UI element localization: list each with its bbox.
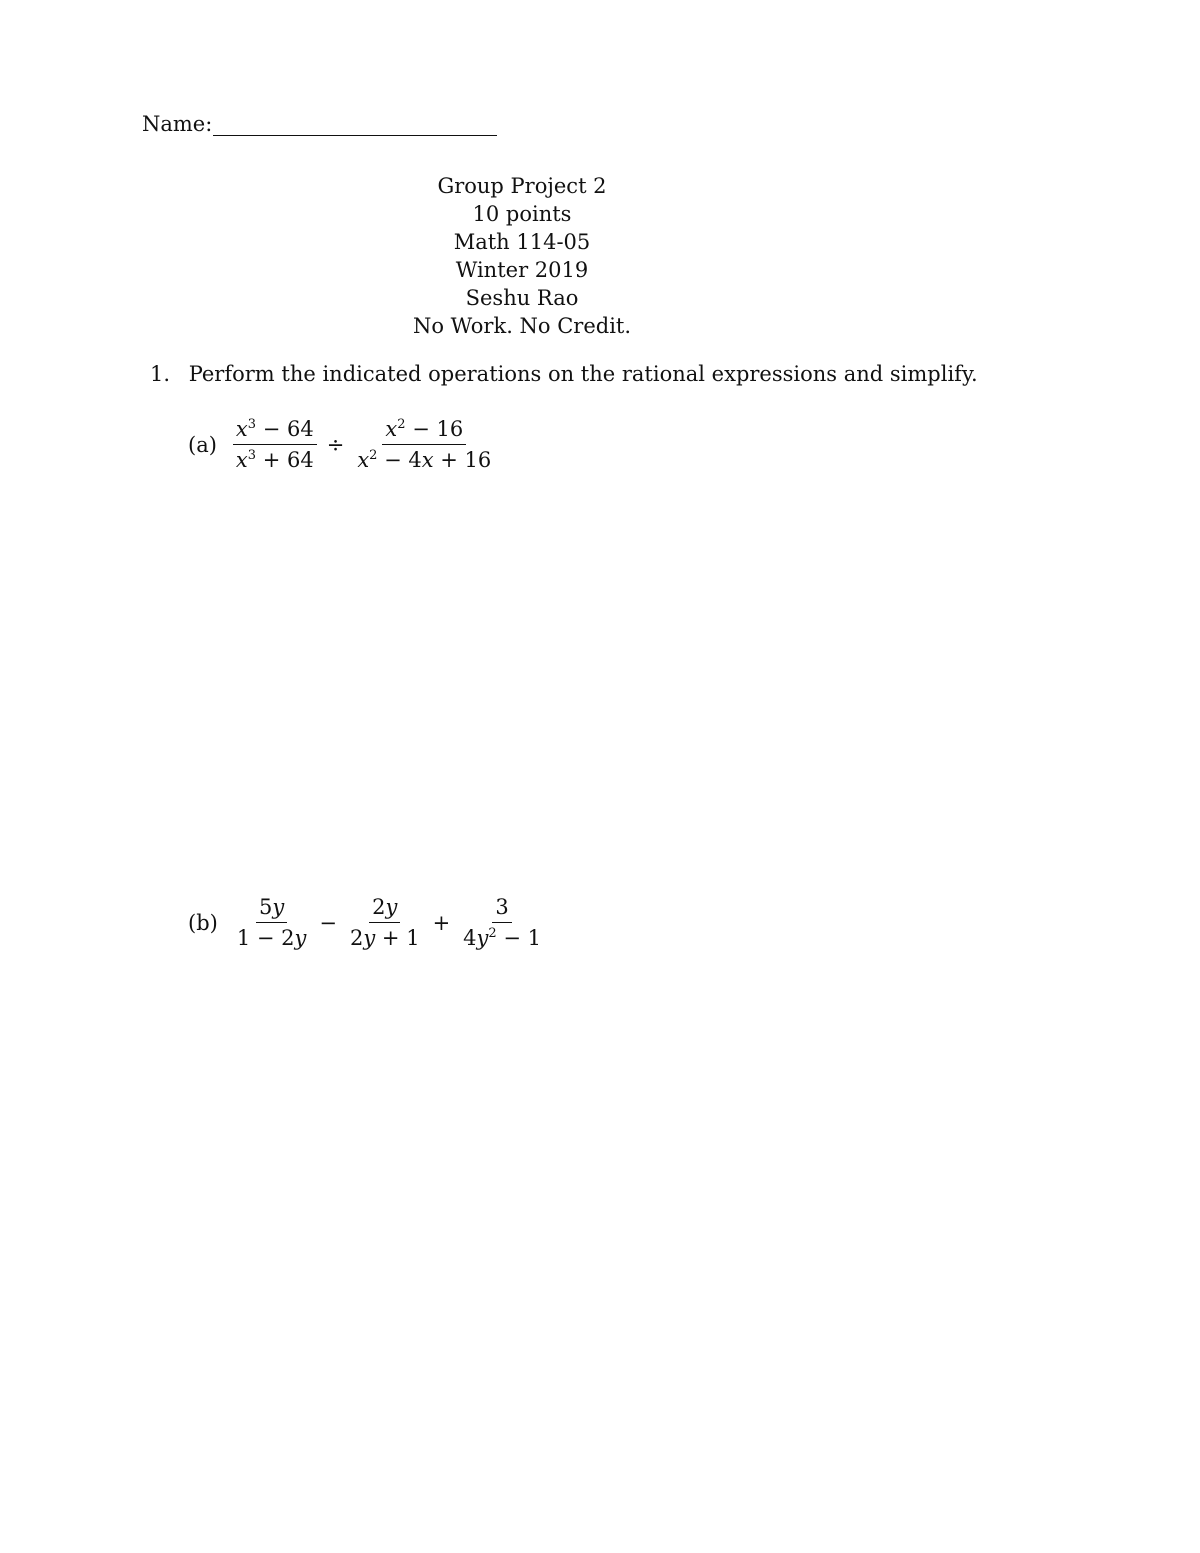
instructor-name: Seshu Rao [465, 286, 579, 310]
minus-operator: − [319, 910, 337, 935]
fraction-b2-numerator: 2y [369, 894, 400, 923]
name-label: Name: [142, 112, 213, 136]
fraction-b1 [234, 894, 310, 951]
fraction-a2 [354, 416, 494, 473]
course-code: Math 114-05 [453, 230, 591, 254]
fraction-a2-numerator: $x^2 - 16$ [382, 416, 466, 445]
header-block [322, 172, 722, 340]
part-a-label: (a) [188, 432, 217, 457]
work-note: No Work. No Credit. [412, 314, 632, 338]
term: Winter 2019 [455, 258, 589, 282]
plus-operator: + [432, 910, 451, 935]
name-field [142, 112, 497, 136]
fraction-b2 [347, 894, 423, 951]
fraction-b3-numerator: 3 [492, 894, 511, 923]
part-b-label: (b) [188, 910, 218, 935]
problem-1 [150, 362, 978, 386]
problem-number: 1. [150, 362, 171, 386]
fraction-a1-numerator: $x^3 - 64$ [233, 416, 317, 445]
problem-instruction: Perform the indicated operations on the rational expressions and simplify. [188, 362, 978, 386]
fraction-a1-denominator: $x^3 + 64$ [235, 448, 314, 472]
part-b [188, 894, 548, 951]
part-a [188, 416, 498, 473]
fraction-a2-denominator: $x^2 - 4x + 16$ [357, 448, 492, 472]
divide-operator: ÷ [326, 432, 345, 457]
fraction-b3-denominator: $4y^2 - 1$ [463, 926, 542, 950]
project-title: Group Project 2 [437, 174, 607, 198]
fraction-b3 [460, 894, 544, 951]
name-blank-line[interactable] [213, 115, 497, 136]
points-value: 10 points [472, 202, 572, 226]
fraction-b1-numerator: 5y [256, 894, 287, 923]
fraction-b2-denominator: 2y + 1 [350, 926, 420, 950]
fraction-a1 [233, 416, 317, 473]
fraction-b1-denominator: 1 − 2y [236, 926, 307, 950]
